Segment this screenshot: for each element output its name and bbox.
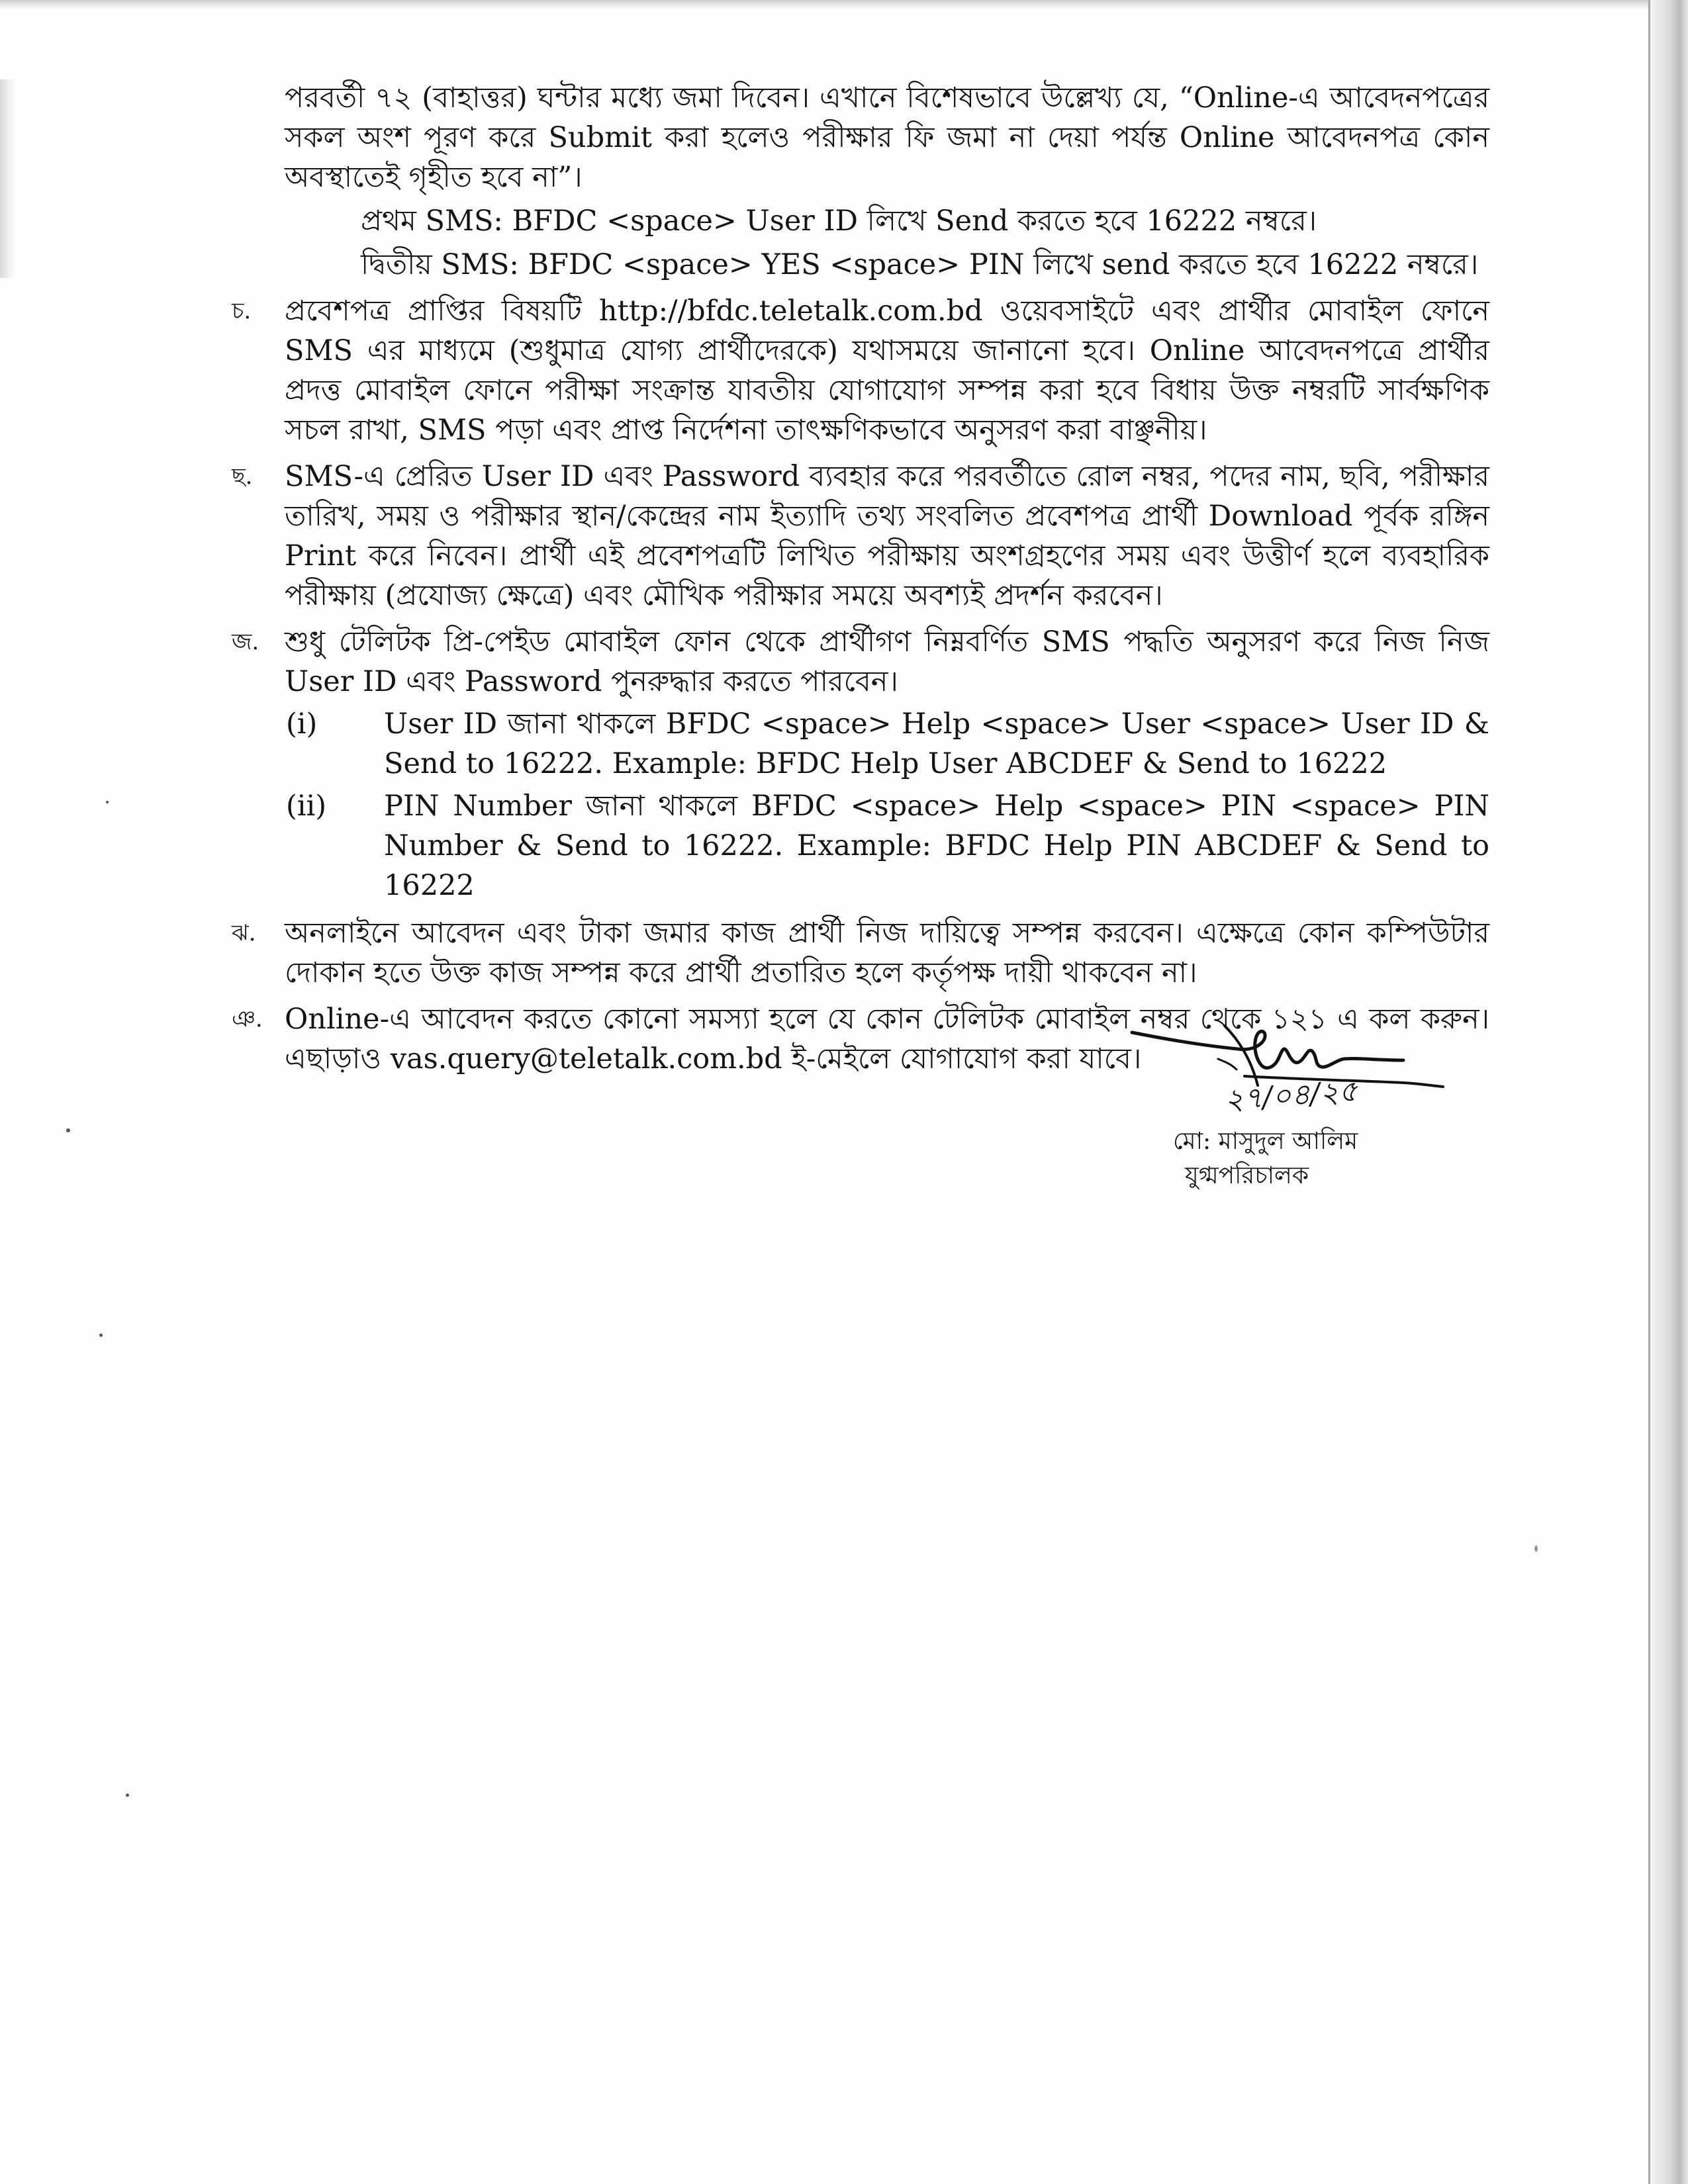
document-body <box>232 78 1489 1085</box>
intro-paragraph: পরবর্তী ৭২ (বাহাত্তর) ঘন্টার মধ্যে জমা দিবেন। এখানে বিশেষভাবে উল্লেখ্য যে, “Online-এ আবেদনপত্রের সকল অংশ পূরণ করে Submit করা হলেও পরীক্ষার ফি জমা না দেয়া পর্যন্ত Online আবেদনপত্র কোন অবস্থাতেই গৃহীত হবে না”। <box>285 81 1489 194</box>
item-text: শুধু টেলিটক প্রি-পেইড মোবাইল ফোন থেকে প্রার্থীগণ নিম্নবর্ণিত SMS পদ্ধতি অনুসরণ করে নিজ নিজ User ID এবং Password পুনরুদ্ধার করতে পারবেন। <box>285 625 1489 698</box>
subitem-pin <box>286 786 1489 905</box>
item-cha <box>232 291 1489 450</box>
scan-speck <box>66 1128 70 1132</box>
subitem-user-id <box>286 704 1489 784</box>
item-marker: ঝ. <box>232 920 256 946</box>
subitem-marker: (i) <box>286 707 318 741</box>
first-sms-instruction: প্রথম SMS: BFDC <space> User ID লিখে Send করতে হবে 16222 নম্বরে। <box>361 205 1317 238</box>
page-fold-line <box>1648 0 1650 2184</box>
item-text: Online-এ আবেদন করতে কোনো সমস্যা হলে যে কোন টেলিটক মোবাইল নম্বর থেকে ১২১ এ কল করুন। এছাড়াও vas.query@teletalk.com.bd ই-মেইলে যোগাযোগ করা যাবে। <box>285 1003 1489 1075</box>
item-marker: জ. <box>232 629 259 655</box>
item-marker: চ. <box>232 298 252 324</box>
page-left-shadow <box>0 79 15 278</box>
item-text: প্রবেশপত্র প্রাপ্তির বিষয়টি http://bfdc.teletalk.com.bd ওয়েবসাইটে এবং প্রার্থীর মোবাইল ফোনে SMS এর মাধ্যমে (শুধুমাত্র যোগ্য প্রার্থীদেরকে) যথাসময়ে জানানো হবে। Online আবেদনপত্রে প্রার্থীর প্রদত্ত মোবাইল ফোনে পরীক্ষা সংক্রান্ত যাবতীয় যোগাযোগ সম্পন্ন করা হবে বিধায় উক্ত নম্বরটি সার্বক্ষণিক সচল রাখা, SMS পড়া এবং প্রাপ্ত নির্দেশনা তাৎক্ষণিকভাবে অনুসরণ করা বাঞ্ছনীয়। <box>285 295 1489 447</box>
subitem-text: PIN Number জানা থাকলে BFDC <space> Help <space> PIN <space> PIN Number & Send to 16222. Example: BFDC Help PIN ABCDEF & Send to 16222 <box>384 790 1489 902</box>
scan-speck <box>99 1334 103 1337</box>
page-right-edge <box>1648 0 1688 2184</box>
scan-speck <box>1534 1545 1538 1552</box>
signatory-name: মো: মাসুদুল আলিম <box>1173 1128 1358 1155</box>
second-sms-instruction: দ্বিতীয় SMS: BFDC <space> YES <space> PIN লিখে send করতে হবে 16222 নম্বরে। <box>361 248 1479 281</box>
signature-date: ২৭/০৪/২৫ <box>1223 1074 1359 1117</box>
item-text: SMS-এ প্রেরিত User ID এবং Password ব্যবহার করে পরবর্তীতে রোল নম্বর, পদের নাম, ছবি, পরীক্ষার তারিখ, সময় ও পরীক্ষার স্থান/কেন্দ্রের নাম ইত্যাদি তথ্য সংবলিত প্রবেশপত্র প্রার্থী Download পূর্বক রঙ্গিন Print করে নিবেন। প্রার্থী এই প্রবেশপত্রটি লিখিত পরীক্ষায় অংশগ্রহণের সময় এবং উত্তীর্ণ হলে ব্যবহারিক পরীক্ষায় (প্রযোজ্য ক্ষেত্রে) এবং মৌখিক পরীক্ষার সময়ে অবশ্যই প্রদর্শন করবেন। <box>285 460 1489 612</box>
scan-speck <box>106 801 109 803</box>
scan-speck <box>126 1794 129 1797</box>
item-ja <box>232 622 1489 702</box>
signatory-designation: যুগ্মপরিচালক <box>1185 1162 1309 1189</box>
item-marker: ছ. <box>232 463 253 490</box>
item-jha <box>232 913 1489 993</box>
subitem-marker: (ii) <box>286 790 327 823</box>
subitem-text: User ID জানা থাকলে BFDC <space> Help <space> User <space> User ID & Send to 16222. Example: BFDC Help User ABCDEF & Send to 16222 <box>384 707 1489 780</box>
page-top-edge <box>0 0 1688 9</box>
item-marker: ঞ. <box>232 1006 263 1032</box>
item-text: অনলাইনে আবেদন এবং টাকা জমার কাজ প্রার্থী নিজ দায়িত্বে সম্পন্ন করবেন। এক্ষেত্রে কোন কম্পিউটার দোকান হতে উক্ত কাজ সম্পন্ন করে প্রার্থী প্রতারিত হলে কর্তৃপক্ষ দায়ী থাকবেন না। <box>285 917 1489 989</box>
item-chha <box>232 457 1489 615</box>
